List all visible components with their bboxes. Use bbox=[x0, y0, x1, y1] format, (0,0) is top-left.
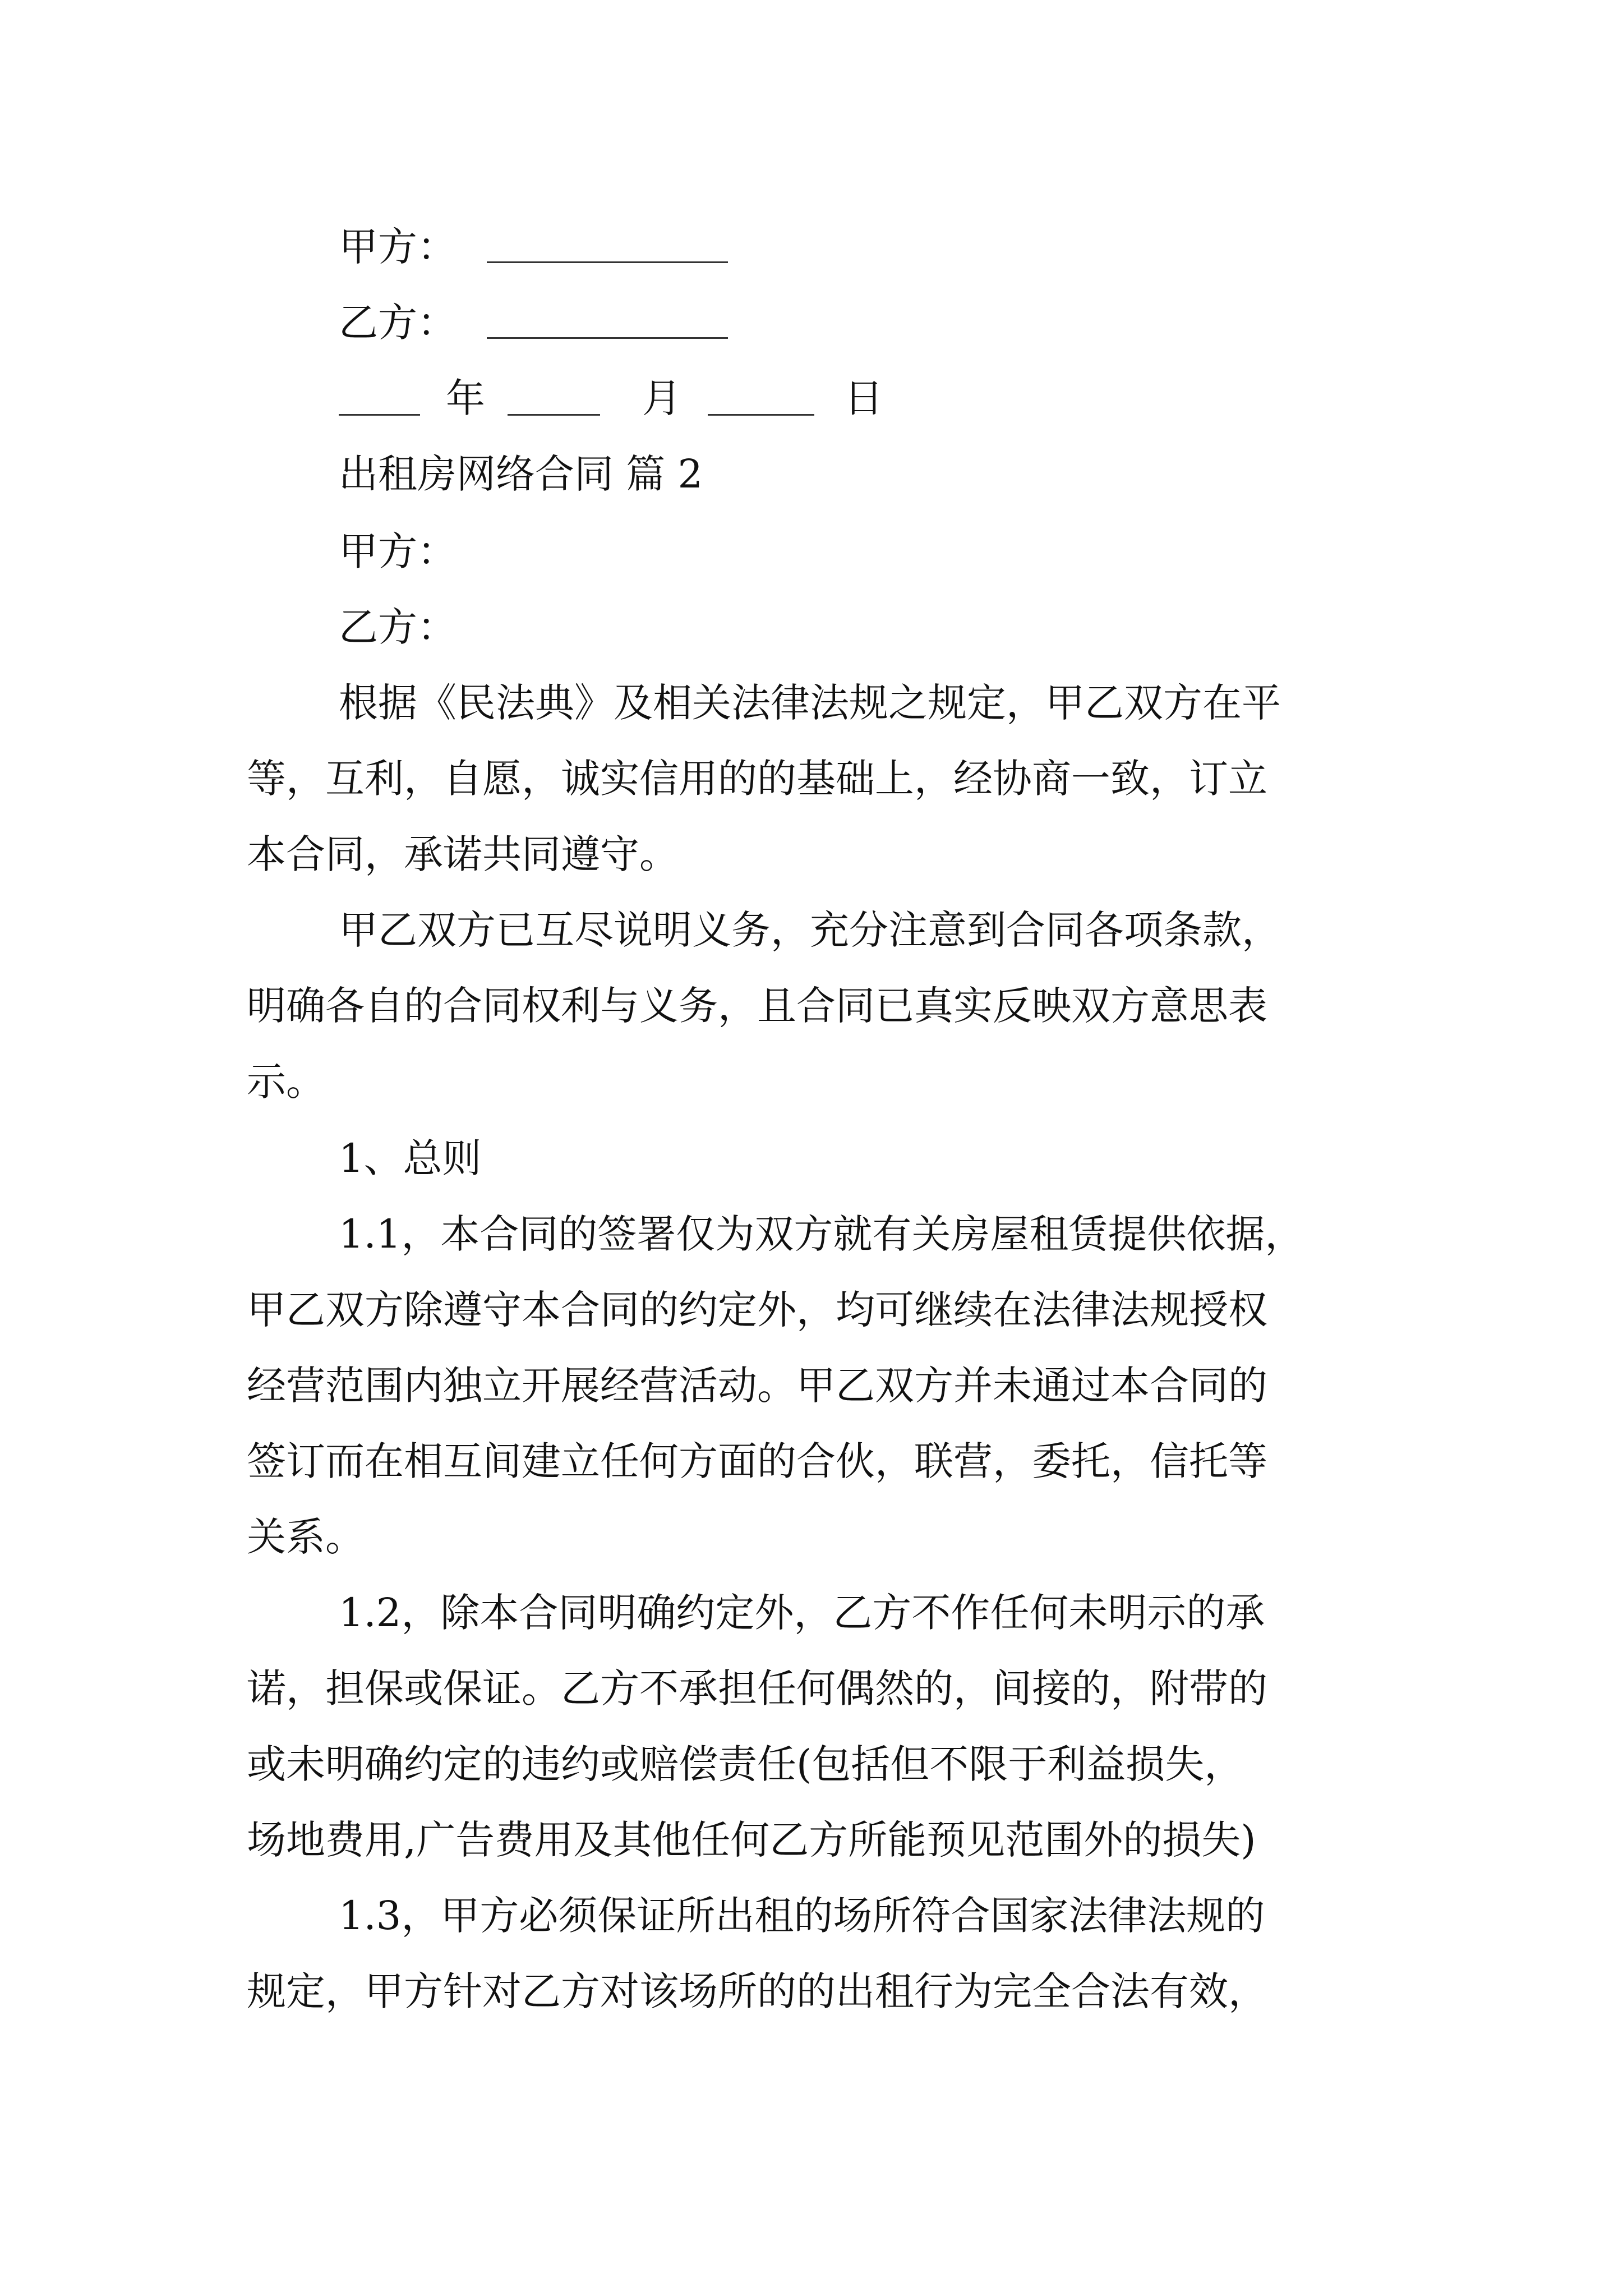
paragraph-line: 明确各自的合同权利与义务，且合同已真实反映双方意思表 bbox=[247, 983, 1267, 1029]
paragraph-line: 1.2，除本合同明确约定外，乙方不作任何未明示的承 bbox=[339, 1590, 1265, 1636]
paragraph-line: 签订而在相互间建立任何方面的合伙，联营，委托，信托等 bbox=[247, 1438, 1267, 1484]
year-blank bbox=[339, 414, 420, 416]
paragraph-line: 1.1，本合同的签署仅为双方就有关房屋租赁提供依据， bbox=[339, 1211, 1304, 1257]
paragraph-line: 等，互利，自愿，诚实信用的的基础上，经协商一致，订立 bbox=[247, 756, 1267, 802]
paragraph-line: 规定，甲方针对乙方对该场所的的出租行为完全合法有效， bbox=[247, 1968, 1267, 2014]
section-title: 出租房网络合同 篇 2 bbox=[339, 451, 703, 497]
day-label: 日 bbox=[844, 375, 883, 421]
signature-party-b-label: 乙方： bbox=[339, 300, 457, 346]
paragraph-line: 或未明确约定的违约或赔偿责任(包括但不限于利益损失， bbox=[247, 1741, 1244, 1787]
signature-party-a-blank bbox=[487, 261, 728, 263]
section-party-b-label: 乙方： bbox=[339, 604, 457, 650]
month-label: 月 bbox=[642, 375, 681, 421]
paragraph-line: 甲乙双方除遵守本合同的约定外，均可继续在法律法规授权 bbox=[247, 1287, 1267, 1333]
signature-party-a-label: 甲方： bbox=[339, 224, 457, 270]
paragraph-line: 根据《民法典》及相关法律法规之规定，甲乙双方在平 bbox=[339, 680, 1281, 726]
month-blank bbox=[508, 414, 600, 416]
section-party-a-label: 甲方： bbox=[339, 528, 457, 574]
paragraph-line: 场地费用,广告费用及其他任何乙方所能预见范围外的损失) bbox=[247, 1817, 1256, 1863]
paragraph-line: 示。 bbox=[247, 1059, 325, 1105]
paragraph-line: 本合同，承诺共同遵守。 bbox=[247, 831, 679, 877]
paragraph-line: 1.3，甲方必须保证所出租的场所符合国家法律法规的 bbox=[339, 1893, 1265, 1939]
clause-heading: 1、总则 bbox=[339, 1135, 482, 1181]
signature-party-b-blank bbox=[487, 337, 728, 339]
paragraph-line: 诺，担保或保证。乙方不承担任何偶然的，间接的，附带的 bbox=[247, 1665, 1267, 1711]
paragraph-line: 经营范围内独立开展经营活动。甲乙双方并未通过本合同的 bbox=[247, 1363, 1267, 1409]
paragraph-line: 关系。 bbox=[247, 1514, 365, 1560]
day-blank bbox=[708, 414, 814, 416]
year-label: 年 bbox=[446, 375, 485, 421]
paragraph-line: 甲乙双方已互尽说明义务，充分注意到合同各项条款， bbox=[339, 907, 1281, 953]
